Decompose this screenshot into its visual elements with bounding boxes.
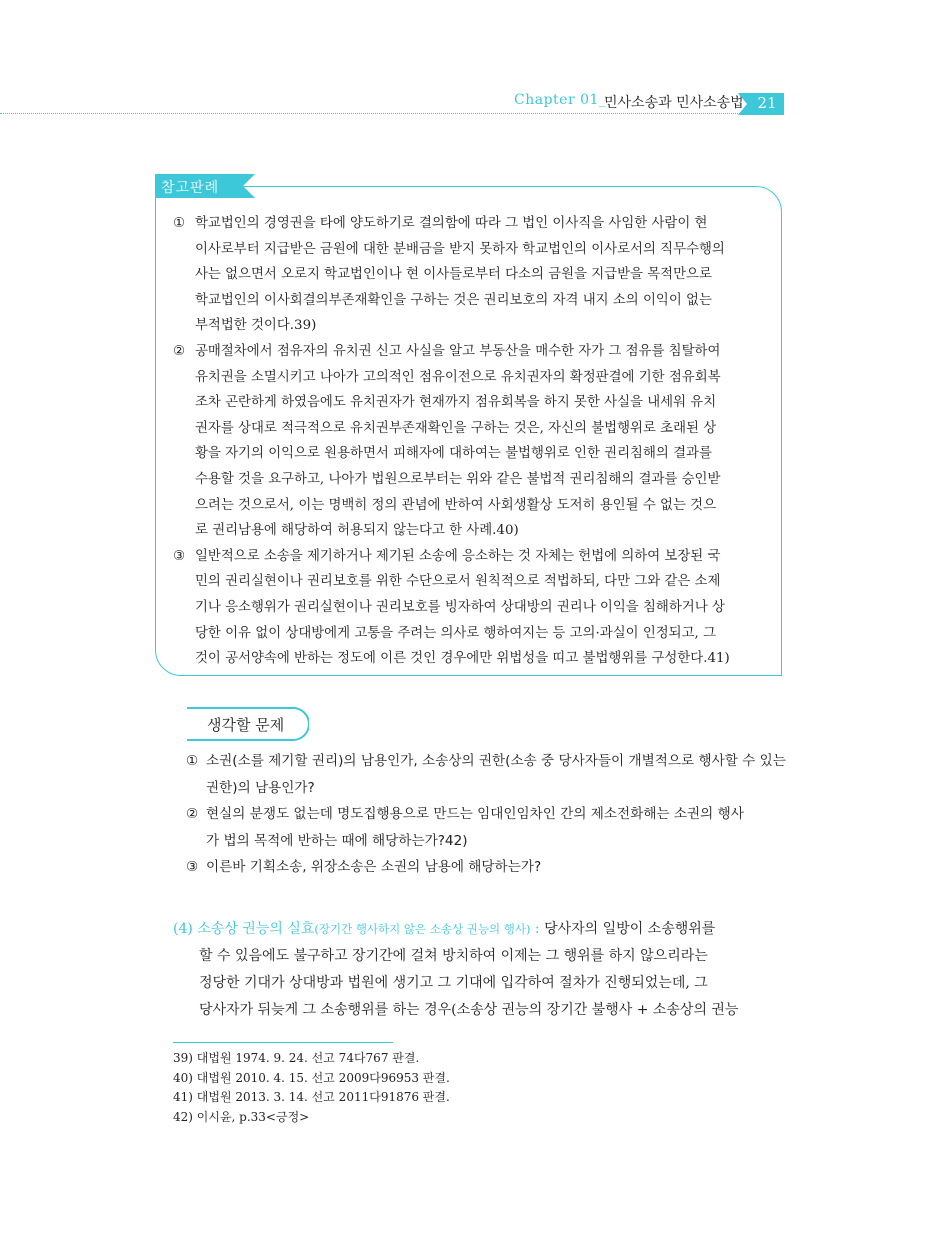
reference-item [173,211,769,339]
item-number: ③ [173,548,186,564]
footnote-39: 39) 대법원 1974. 9. 24. 선고 74다767 판결. [173,1051,420,1065]
question-item [186,854,786,881]
chapter-label: Chapter 01_ [514,92,607,108]
item-line: 학교법인의 이사회결의부존재확인을 구하는 것은 권리보호의 자격 내지 소의 이익이 없는 [195,292,712,308]
footnote-40: 40) 대법원 2010. 4. 15. 선고 2009다96953 판결. [173,1070,450,1085]
header-rule [0,113,740,114]
section-heading [173,921,544,937]
section-line: 당사자가 뒤늦게 그 소송행위를 하는 경우(소송상 권능의 장기간 불행사 + 소송상의 권능 [199,1002,739,1018]
item-line: 황을 자기의 이익으로 원용하면서 피해자에 대하여는 불법행위로 인한 권리침해의 결과를 [195,446,712,462]
reference-body [173,211,769,672]
item-line: 학교법인의 경영권을 타에 양도하기로 결의함에 따라 그 법인 이사직을 사임한 사람이 현 [195,216,708,231]
section-line1-rest: 당사자의 일방이 소송행위를 [544,921,716,937]
item-line: 것이 공서양속에 반하는 정도에 이른 것인 경우에만 위법성을 띠고 불법행위를 구성한다.41) [195,651,730,667]
footnote-41: 41) 대법원 2013. 3. 14. 선고 2011다91876 판결. [173,1090,450,1104]
section-line: 할 수 있음에도 불구하고 장기간에 걸쳐 방치하여 이제는 그 행위를 하지 않으리라는 [199,948,708,964]
chapter-title: 민사소송과 민사소송법 [604,95,744,111]
reference-tab [155,174,255,198]
footnote-rule [173,1042,393,1043]
section-heading-line [173,916,785,943]
item-line: 이사로부터 지급받은 금원에 대한 분배금을 받지 못하자 학교법인의 이사로서의 직무수행의 [195,241,725,257]
questions-tab-label: 생각할 문제 [207,716,285,734]
questions-body [186,748,786,881]
reference-item [173,339,769,544]
item-line: 조차 곤란하게 하였음에도 유치권자가 현재까지 점유회복을 하지 못한 사실을 내세워 유치 [195,395,717,411]
item-line: 민의 권리실현이나 권리보호를 위한 수단으로서 원칙적으로 적법하되, 다만 그와 같은 소제 [195,574,721,590]
item-line: 유치권을 소멸시키고 나아가 고의적인 점유이전으로 유치권자의 확정판결에 기한 점유회복 [195,369,721,385]
item-line: 으려는 것으로서, 이는 명백히 정의 관념에 반하여 사회생활상 도저히 용인될 수 없는 것으 [195,497,717,513]
section-4 [173,916,785,1024]
page-number: 21 [757,94,777,112]
item-line: 이른바 기획소송, 위장소송은 소권의 남용에 해당하는가? [206,859,542,875]
footnotes [173,1049,450,1127]
reference-item [173,544,769,672]
item-number: ① [173,216,186,231]
questions-tab [173,707,309,741]
item-line: 현실의 분쟁도 없는데 명도집행용으로 만드는 임대인임차인 간의 제소전화해는 소권의 행사 [206,806,744,822]
item-line: 로 권리남용에 해당하여 허용되지 않는다고 한 사례.40) [195,523,519,539]
section-heading-text: (4) 소송상 권능의 실효 [173,921,315,937]
item-line: 가 법의 목적에 반하는 때에 해당하는가?42) [206,832,468,849]
item-line: 일반적으로 소송을 제기하거나 제기된 소송에 응소하는 것 자체는 헌법에 의하여 보장된 국 [195,548,721,564]
reference-tab-label: 참고판례 [161,180,220,196]
item-line: 공매절차에서 점유자의 유치권 신고 사실을 알고 부동산을 매수한 자가 그 점유를 침탈하여 [195,343,721,359]
footnote-42: 42) 이시윤, p.33<긍정> [173,1109,310,1124]
item-line: 기나 응소행위가 권리실현이나 권리보호를 빙자하여 상대방의 권리나 이익을 침해하거나 상 [195,599,725,615]
item-line: 수용할 것을 요구하고, 나아가 법원으로부터는 위와 같은 불법적 권리침해의 결과를 승인받 [195,471,721,487]
item-line: 소권(소를 제기할 권리)의 남용인가, 소송상의 권한(소송 중 당사자들이 개별적으로 행사할 수 있는 [206,753,786,769]
section-heading-paren: (장기간 행사하지 않은 소송상 권능의 행사) [314,922,531,936]
question-item [186,801,786,854]
item-number: ① [186,753,199,769]
section-line: 정당한 기대가 상대방과 법원에 생기고 그 기대에 입각하여 절차가 진행되었는데, 그 [199,975,708,991]
item-line: 권한)의 남용인가? [206,779,315,796]
item-line: 사는 없으면서 오로지 학교법인이나 현 이사들로부터 다소의 금원을 지급받을 목적만으로 [195,267,712,283]
item-line: 당한 이유 없이 상대방에게 고통을 주려는 의사로 행하여지는 등 고의·과실이 인정되고, 그 [195,625,717,641]
item-number: ② [186,806,199,822]
item-number: ③ [186,859,199,875]
section-heading-sep: : [530,921,545,937]
item-line: 권자를 상대로 적극적으로 유치권부존재확인을 구하는 것은, 자신의 불법행위로 초래된 상 [195,420,717,436]
item-line: 부적법한 것이다.39) [195,318,317,334]
page-number-badge [738,93,784,115]
question-item [186,748,786,801]
item-number: ② [173,343,186,359]
